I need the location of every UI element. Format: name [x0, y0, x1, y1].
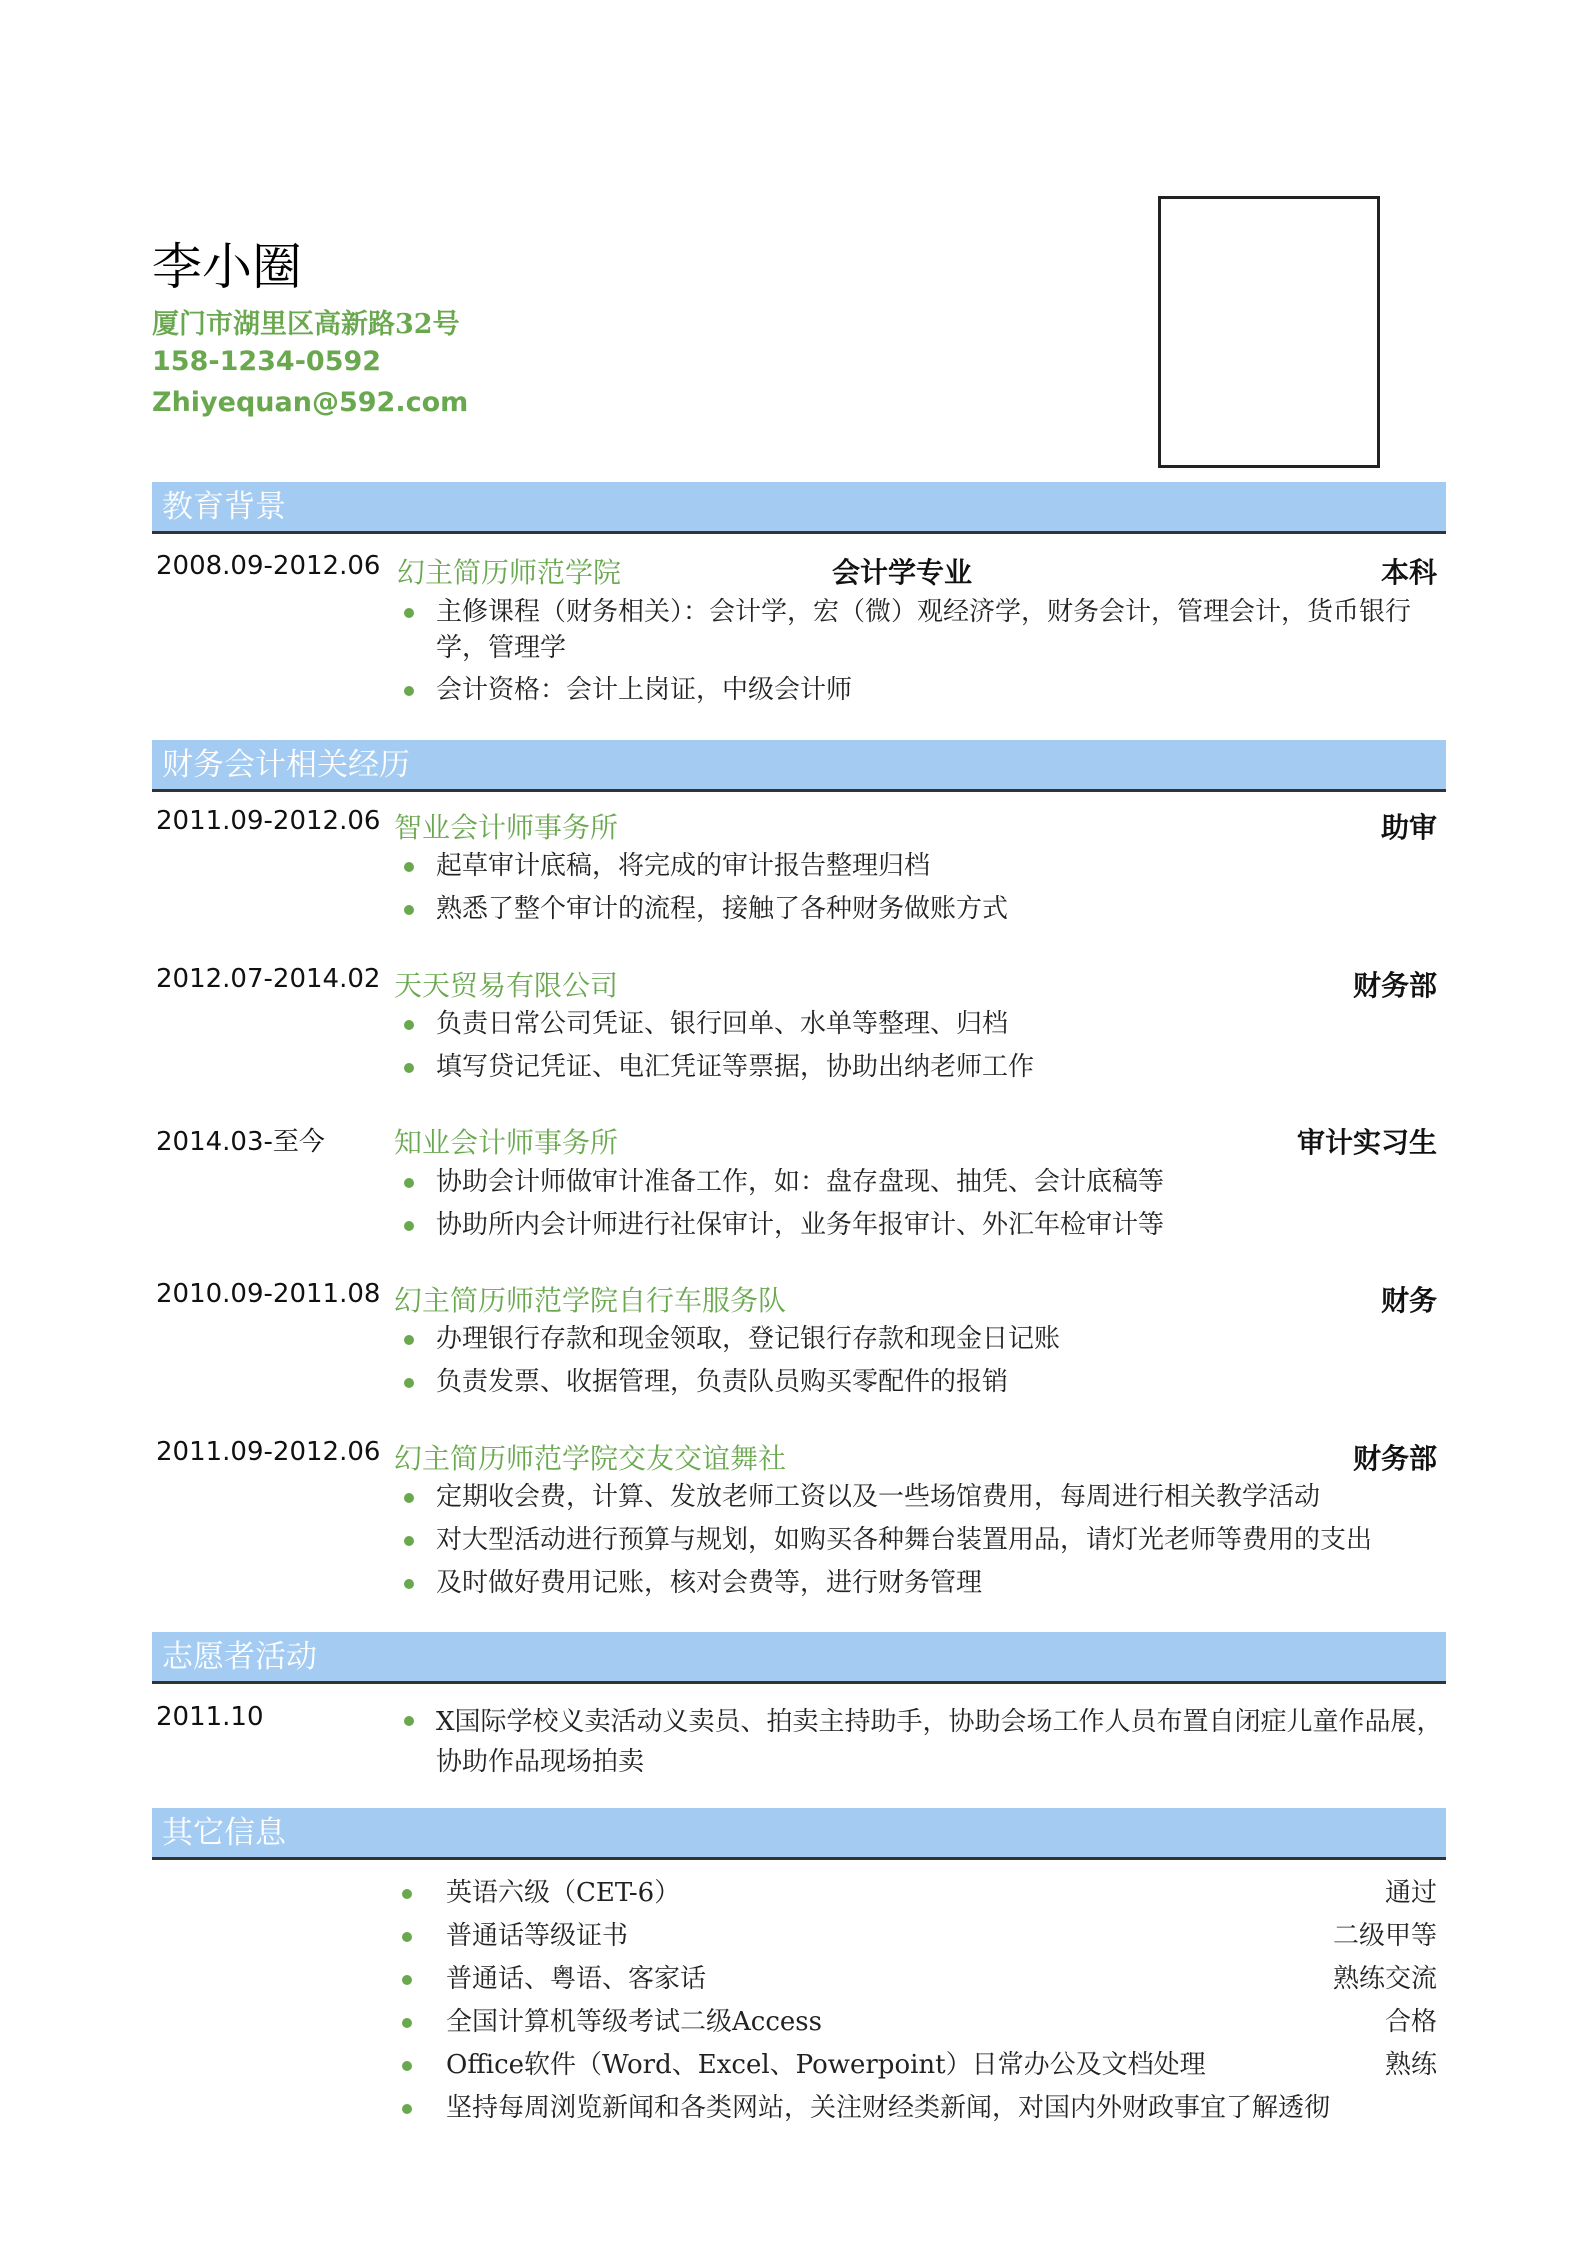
phone: 158-1234-0592 — [152, 346, 382, 377]
other-item-label: Office软件（Word、Excel、Powerpoint）日常办公及文档处理 — [446, 2047, 1206, 2083]
experience-role: 审计实习生 — [1296, 1126, 1437, 1159]
experience-date: 2010.09-2011.08 — [156, 1279, 381, 1309]
volunteer-date: 2011.10 — [156, 1702, 264, 1732]
experience-role: 助审 — [1380, 811, 1437, 844]
education-major: 会计学专业 — [832, 556, 973, 589]
experience-org: 幻主简历师范学院交友交谊舞社 — [394, 1442, 787, 1475]
experience-date: 2011.09-2012.06 — [156, 1437, 381, 1467]
other-item-label: 坚持每周浏览新闻和各类网站，关注财经类新闻，对国内外财政事宜了解透彻 — [446, 2090, 1330, 2126]
experience-role: 财务部 — [1352, 1442, 1437, 1475]
experience-bullet: 填写贷记凭证、电汇凭证等票据，协助出纳老师工作 — [436, 1049, 1034, 1085]
other-item-value: 熟练 — [1384, 2050, 1437, 2080]
experience-date: 2014.03-至今 — [156, 1127, 325, 1157]
experience-org: 幻主简历师范学院自行车服务队 — [394, 1284, 787, 1317]
section-volunteer-header: 志愿者活动 — [152, 1632, 1446, 1684]
other-item-label: 英语六级（CET-6） — [446, 1875, 680, 1911]
education-bullet: 主修课程（财务相关）：会计学，宏（微）观经济学，财务会计，管理会计，货币银行学，管理学 — [436, 594, 1436, 666]
experience-bullet: 熟悉了整个审计的流程，接触了各种财务做账方式 — [436, 891, 1008, 927]
experience-bullet: 协助会计师做审计准备工作，如：盘存盘现、抽凭、会计底稿等 — [436, 1164, 1164, 1200]
experience-bullet: 起草审计底稿，将完成的审计报告整理归档 — [436, 848, 930, 884]
volunteer-bullet: X国际学校义卖活动义卖员、拍卖主持助手，协助会场工作人员布置自闭症儿童作品展，协助作品现场拍卖 — [436, 1702, 1446, 1782]
section-experience-header: 财务会计相关经历 — [152, 740, 1446, 792]
experience-role: 财务 — [1380, 1284, 1437, 1317]
education-bullet: 会计资格：会计上岗证，中级会计师 — [436, 672, 852, 708]
other-item-label: 普通话等级证书 — [446, 1918, 628, 1954]
other-item-value: 合格 — [1384, 2007, 1437, 2037]
section-other-header: 其它信息 — [152, 1808, 1446, 1860]
other-item-value: 通过 — [1384, 1878, 1437, 1908]
experience-bullet: 协助所内会计师进行社保审计，业务年报审计、外汇年检审计等 — [436, 1207, 1164, 1243]
experience-org: 智业会计师事务所 — [394, 811, 619, 844]
other-item-label: 普通话、粤语、客家话 — [446, 1961, 706, 1997]
experience-bullet: 负责发票、收据管理，负责队员购买零配件的报销 — [436, 1364, 1008, 1400]
experience-role: 财务部 — [1352, 969, 1437, 1002]
photo-placeholder — [1158, 196, 1380, 468]
other-item-value: 熟练交流 — [1332, 1964, 1437, 1994]
experience-date: 2012.07-2014.02 — [156, 964, 381, 994]
experience-bullet: 办理银行存款和现金领取，登记银行存款和现金日记账 — [436, 1321, 1060, 1357]
experience-bullet: 定期收会费，计算、发放老师工资以及一些场馆费用，每周进行相关教学活动 — [436, 1479, 1320, 1515]
experience-date: 2011.09-2012.06 — [156, 806, 381, 836]
experience-org: 天天贸易有限公司 — [394, 969, 619, 1002]
experience-org: 知业会计师事务所 — [394, 1126, 619, 1159]
email: Zhiyequan@592.com — [152, 387, 469, 418]
education-date: 2008.09-2012.06 — [156, 551, 381, 581]
education-degree: 本科 — [1380, 556, 1437, 589]
candidate-name: 李小圈 — [152, 238, 302, 296]
experience-bullet: 负责日常公司凭证、银行回单、水单等整理、归档 — [436, 1006, 1008, 1042]
other-item-label: 全国计算机等级考试二级Access — [446, 2004, 822, 2040]
experience-bullet: 及时做好费用记账，核对会费等，进行财务管理 — [436, 1565, 982, 1601]
education-school: 幻主简历师范学院 — [397, 556, 622, 589]
experience-bullet: 对大型活动进行预算与规划，如购买各种舞台装置用品，请灯光老师等费用的支出 — [436, 1522, 1372, 1558]
section-education-header: 教育背景 — [152, 482, 1446, 534]
other-item-value: 二级甲等 — [1332, 1921, 1437, 1951]
address: 厦门市湖里区高新路32号 — [152, 309, 460, 340]
